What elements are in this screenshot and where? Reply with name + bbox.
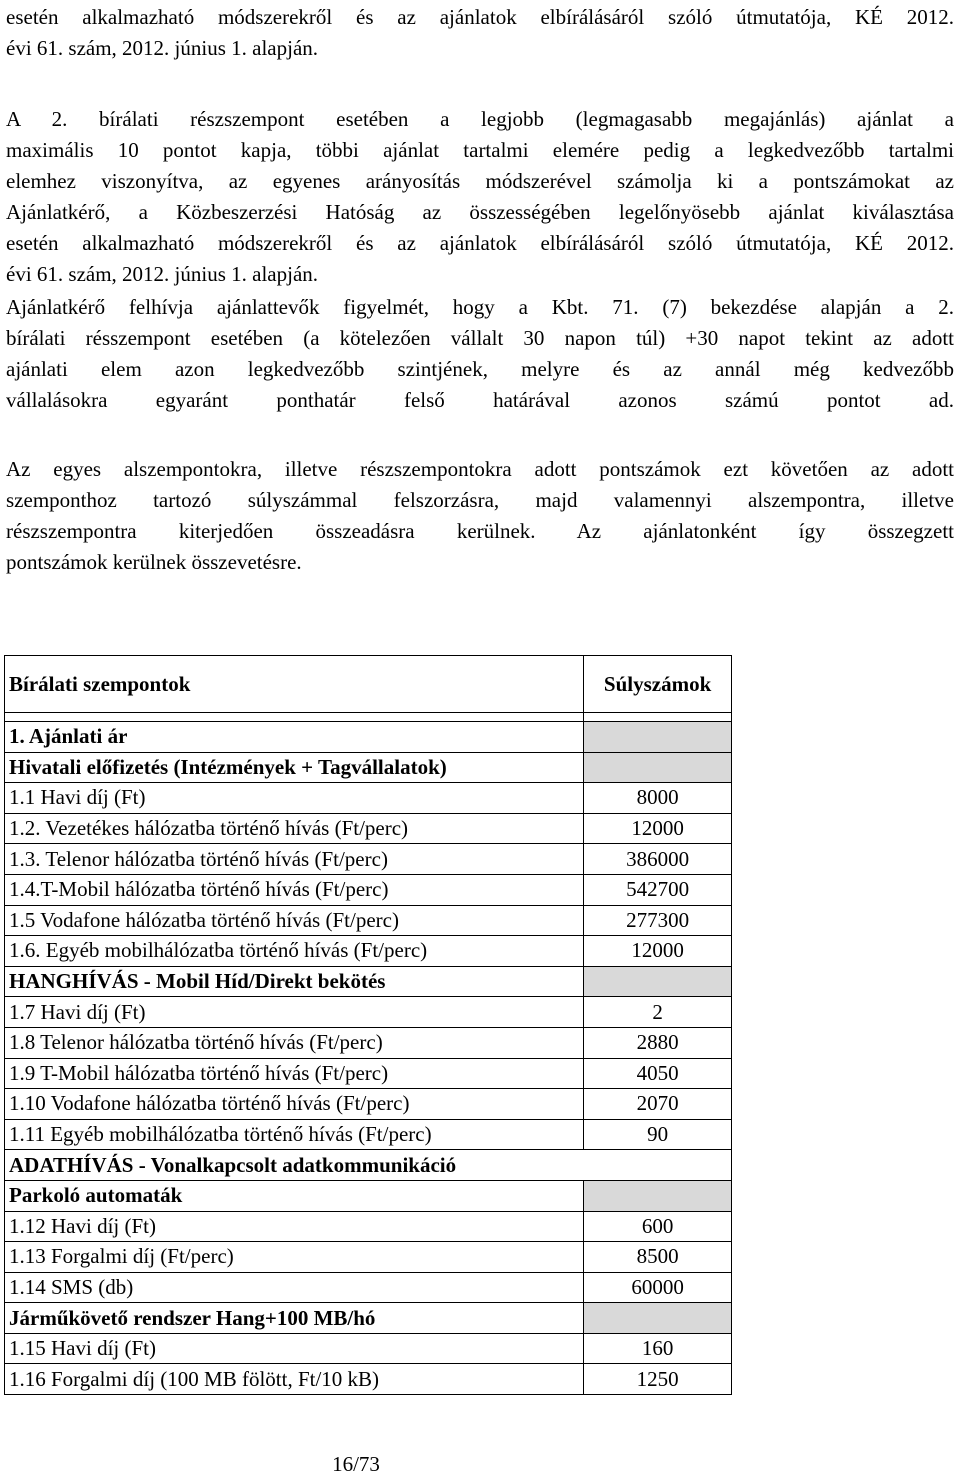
- criterion-label: 1.9 T-Mobil hálózatba történő hívás (Ft/perc): [5, 1058, 584, 1089]
- criterion-label: 1.5 Vodafone hálózatba történő hívás (Ft/perc): [5, 905, 584, 936]
- table-row: [5, 1150, 732, 1181]
- spacer-cell: [5, 713, 584, 722]
- paragraph-line: elemhez viszonyítva, az egyenes arányosítás módszerével számolja ki a pontszámokat az: [6, 169, 954, 193]
- table-row: [5, 905, 732, 936]
- weight-value: 8500: [584, 1242, 732, 1273]
- criterion-label: 1.6. Egyéb mobilhálózatba történő hívás (Ft/perc): [5, 936, 584, 967]
- table-row: [5, 752, 732, 783]
- criterion-label: 1.7 Havi díj (Ft): [5, 997, 584, 1028]
- criterion-label: 1.13 Forgalmi díj (Ft/perc): [5, 1242, 584, 1273]
- criterion-label: 1.2. Vezetékes hálózatba történő hívás (Ft/perc): [5, 813, 584, 844]
- weight-value: 600: [584, 1211, 732, 1242]
- weight-value: 8000: [584, 783, 732, 814]
- table-row: [5, 1027, 732, 1058]
- criterion-label: Járműkövető rendszer Hang+100 MB/hó: [5, 1303, 584, 1334]
- weight-value: [584, 1303, 732, 1334]
- criterion-label: 1.1 Havi díj (Ft): [5, 783, 584, 814]
- weight-value: 160: [584, 1333, 732, 1364]
- weight-value: 4050: [584, 1058, 732, 1089]
- spacer-cell: [584, 713, 732, 722]
- paragraph-a2: [6, 104, 954, 290]
- paragraph-line: pontszámok kerülnek összevetésre.: [6, 550, 302, 574]
- criterion-label: 1.4.T-Mobil hálózatba történő hívás (Ft/perc): [5, 874, 584, 905]
- top-fragment-line: esetén alkalmazható módszerekről és az ajánlatok elbírálásáról szóló útmutatója, KÉ 2012.: [6, 5, 954, 29]
- weight-value: 90: [584, 1119, 732, 1150]
- paragraph-ajanlatkero: [6, 292, 954, 416]
- table-row: [5, 1364, 732, 1395]
- criterion-label: Hivatali előfizetés (Intézmények + Tagvállalatok): [5, 752, 584, 783]
- table-row: [5, 844, 732, 875]
- header-criteria: Bírálati szempontok: [5, 656, 584, 713]
- table-row: [5, 1333, 732, 1364]
- criterion-label: ADATHÍVÁS - Vonalkapcsolt adatkommunikáció: [5, 1150, 732, 1181]
- table-row: [5, 966, 732, 997]
- criterion-label: 1.16 Forgalmi díj (100 MB fölött, Ft/10 kB): [5, 1364, 584, 1395]
- weight-value: 60000: [584, 1272, 732, 1303]
- table-row: [5, 783, 732, 814]
- criterion-label: 1. Ajánlati ár: [5, 722, 584, 753]
- criterion-label: 1.8 Telenor hálózatba történő hívás (Ft/perc): [5, 1027, 584, 1058]
- weight-value: [584, 966, 732, 997]
- weight-value: 12000: [584, 936, 732, 967]
- paragraph-line: A 2. bírálati részszempont esetében a legjobb (legmagasabb megajánlás) ajánlat a: [6, 107, 954, 131]
- paragraph-summary: [6, 454, 954, 578]
- criterion-label: Parkoló automaták: [5, 1180, 584, 1211]
- criterion-label: 1.3. Telenor hálózatba történő hívás (Ft/perc): [5, 844, 584, 875]
- paragraph-line: maximális 10 pontot kapja, többi ajánlat tartalmi elemére pedig a legkedvezőbb tartalmi: [6, 138, 954, 162]
- criterion-label: HANGHÍVÁS - Mobil Híd/Direkt bekötés: [5, 966, 584, 997]
- weight-value: 12000: [584, 813, 732, 844]
- paragraph-line: ajánlati elem azon legkedvezőbb szintjének, melyre és az annál még kedvezőbb: [6, 357, 954, 381]
- table-row: [5, 1303, 732, 1334]
- top-fragment: [6, 2, 954, 64]
- weight-value: 386000: [584, 844, 732, 875]
- criterion-label: 1.12 Havi díj (Ft): [5, 1211, 584, 1242]
- criterion-label: 1.11 Egyéb mobilhálózatba történő hívás (Ft/perc): [5, 1119, 584, 1150]
- paragraph-line: Ajánlatkérő, a Közbeszerzési Hatóság az összességében legelőnyösebb ajánlat kiválasztása: [6, 200, 954, 224]
- criterion-label: 1.15 Havi díj (Ft): [5, 1333, 584, 1364]
- table-row: [5, 1058, 732, 1089]
- weight-value: 542700: [584, 874, 732, 905]
- criterion-label: 1.10 Vodafone hálózatba történő hívás (Ft/perc): [5, 1089, 584, 1120]
- weight-value: [584, 752, 732, 783]
- paragraph-line: szemponthoz tartozó súlyszámmal felszorzásra, majd valamennyi alszempontra, illetve: [6, 488, 954, 512]
- weight-value: 1250: [584, 1364, 732, 1395]
- paragraph-line: részszempontra kiterjedően összeadásra kerülnek. Az ajánlatonként így összegzett: [6, 519, 954, 543]
- table-row: [5, 1089, 732, 1120]
- weight-value: [584, 722, 732, 753]
- table-row: [5, 997, 732, 1028]
- table-row: [5, 813, 732, 844]
- weight-value: [584, 1180, 732, 1211]
- table-header-row: [5, 656, 732, 713]
- scoring-criteria-table: [4, 655, 732, 1395]
- weight-value: 2: [584, 997, 732, 1028]
- table-row: [5, 1119, 732, 1150]
- table-spacer-row: [5, 713, 732, 722]
- paragraph-line: esetén alkalmazható módszerekről és az ajánlatok elbírálásáról szóló útmutatója, KÉ 2012.: [6, 231, 954, 255]
- table-row: [5, 1272, 732, 1303]
- page-number: 16/73: [332, 1452, 380, 1476]
- criterion-label: 1.14 SMS (db): [5, 1272, 584, 1303]
- header-weights: Súlyszámok: [584, 656, 732, 713]
- table-row: [5, 722, 732, 753]
- table-row: [5, 936, 732, 967]
- weight-value: 2880: [584, 1027, 732, 1058]
- weight-value: 2070: [584, 1089, 732, 1120]
- paragraph-line: vállalásokra egyaránt ponthatár felső határával azonos számú pontot ad.: [6, 388, 954, 412]
- weight-value: 277300: [584, 905, 732, 936]
- paragraph-line: Az egyes alszempontokra, illetve részszempontokra adott pontszámok ezt követően az adott: [6, 457, 954, 481]
- top-fragment-line: évi 61. szám, 2012. június 1. alapján.: [6, 36, 319, 60]
- paragraph-line: Ajánlatkérő felhívja ajánlattevők figyelmét, hogy a Kbt. 71. (7) bekezdése alapján a 2.: [6, 295, 954, 319]
- table-row: [5, 1242, 732, 1273]
- table-row: [5, 874, 732, 905]
- paragraph-line: bírálati résszempont esetében (a kötelezően vállalt 30 napon túl) +30 napot tekint az adott: [6, 326, 954, 350]
- table-row: [5, 1211, 732, 1242]
- table-row: [5, 1180, 732, 1211]
- paragraph-line: évi 61. szám, 2012. június 1. alapján.: [6, 262, 319, 286]
